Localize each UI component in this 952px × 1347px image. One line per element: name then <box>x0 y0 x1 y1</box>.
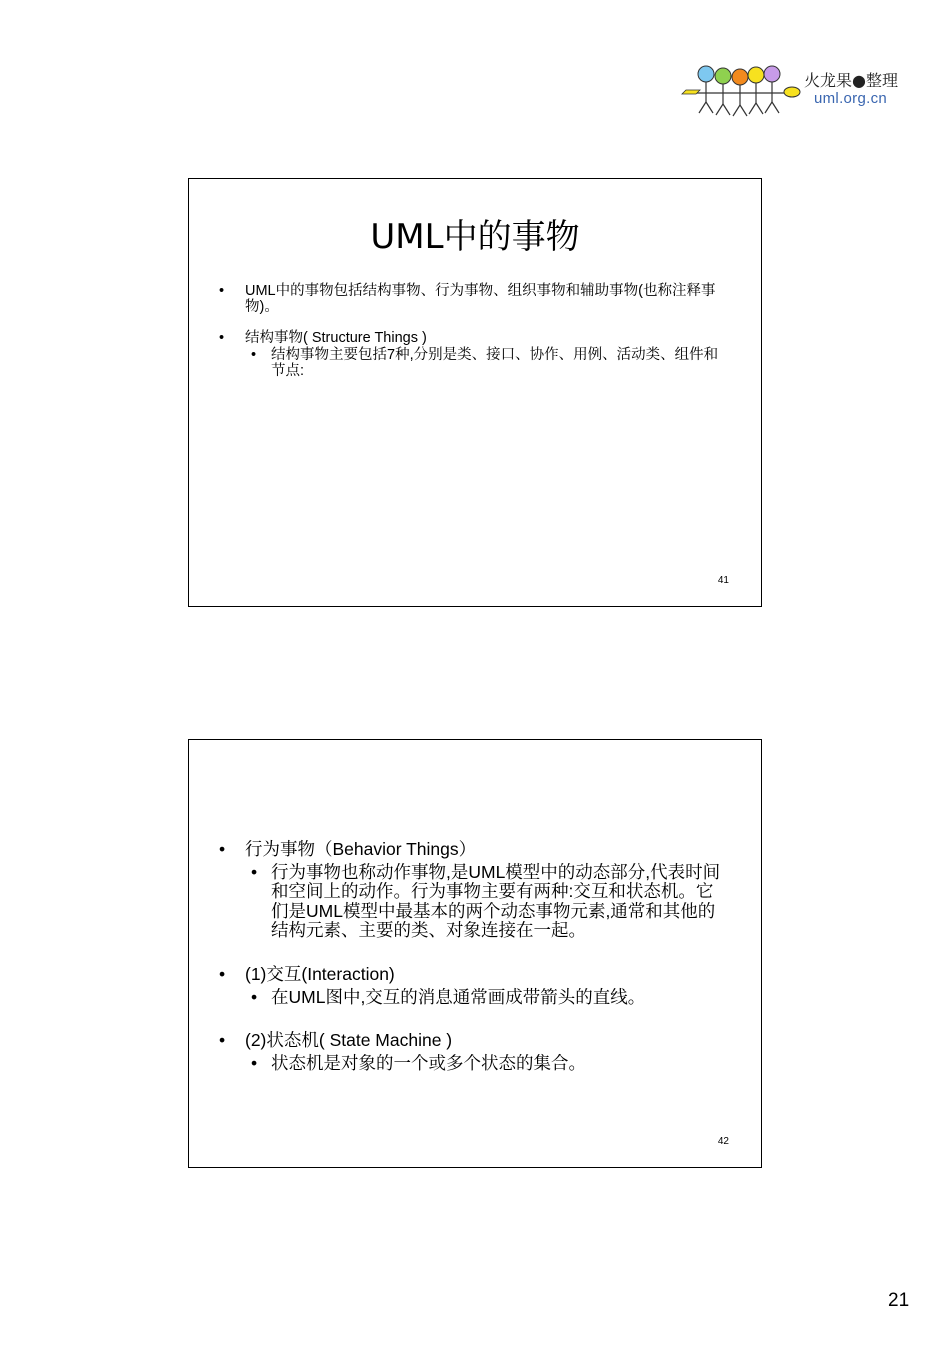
bullet-item <box>219 283 725 315</box>
sub-bullet-text: 结构事物主要包括7种,分别是类、接口、协作、用例、活动类、组件和节点: <box>271 346 719 379</box>
bullet-dot-icon: • <box>251 1052 258 1073</box>
bullet-item <box>219 965 725 985</box>
sub-bullet-item <box>219 1054 725 1074</box>
bullet-dot-icon: • <box>219 283 225 299</box>
logo <box>676 62 916 118</box>
slide-page-number: 41 <box>717 575 729 586</box>
sub-bullet-text: 行为事物也称动作事物,是UML模型中的动态部分,代表时间和空间上的动作。行为事物主要有两种:交互和状态机。它们是UML模型中最基本的两个动态事物元素,通常和其他的结构元素、主要的类、对象连接在一起。 <box>271 861 721 941</box>
bullet-dot-icon: • <box>251 861 258 882</box>
bullet-dot-icon: • <box>219 330 225 347</box>
bullet-item <box>219 840 725 860</box>
bullet-dot-icon: • <box>219 839 226 859</box>
bullet-dot-icon: • <box>251 346 257 363</box>
slide-title: UML中的事物 <box>370 217 580 257</box>
sub-bullet-text: 状态机是对象的一个或多个状态的集合。 <box>271 1052 586 1073</box>
bullet-text: 结构事物( Structure Things ) <box>245 330 427 347</box>
bullet-dot-icon: • <box>219 1030 226 1051</box>
bullet-text: 行为事物（Behavior Things） <box>245 839 477 859</box>
bullet-text: (1)交互(Interaction) <box>245 963 395 984</box>
bullet-item <box>219 1031 725 1051</box>
sub-bullet-item <box>219 347 725 379</box>
bullet-text: UML中的事物包括结构事物、行为事物、组织事物和辅助事物(也称注释事物)。 <box>245 283 716 316</box>
sub-bullet-item <box>219 988 725 1008</box>
slide-42 <box>188 739 762 1168</box>
slide-page-number: 42 <box>717 1136 729 1147</box>
sheet-page-number: 21 <box>888 1290 910 1311</box>
bullet-text: (2)状态机( State Machine ) <box>245 1030 453 1051</box>
slide-body <box>219 840 725 1073</box>
bullet-item <box>219 330 725 346</box>
bullet-dot-icon: • <box>251 986 258 1007</box>
logo-title: 火龙果●整理 <box>804 71 898 90</box>
slide-41 <box>188 178 762 607</box>
stick-figures-icon <box>676 62 806 118</box>
sub-bullet-text: 在UML图中,交互的消息通常画成带箭头的直线。 <box>271 986 646 1007</box>
bullet-dot-icon: • <box>219 963 226 984</box>
slide-body <box>219 283 725 379</box>
logo-url: uml.org.cn <box>814 90 888 107</box>
sub-bullet-item <box>219 863 725 941</box>
